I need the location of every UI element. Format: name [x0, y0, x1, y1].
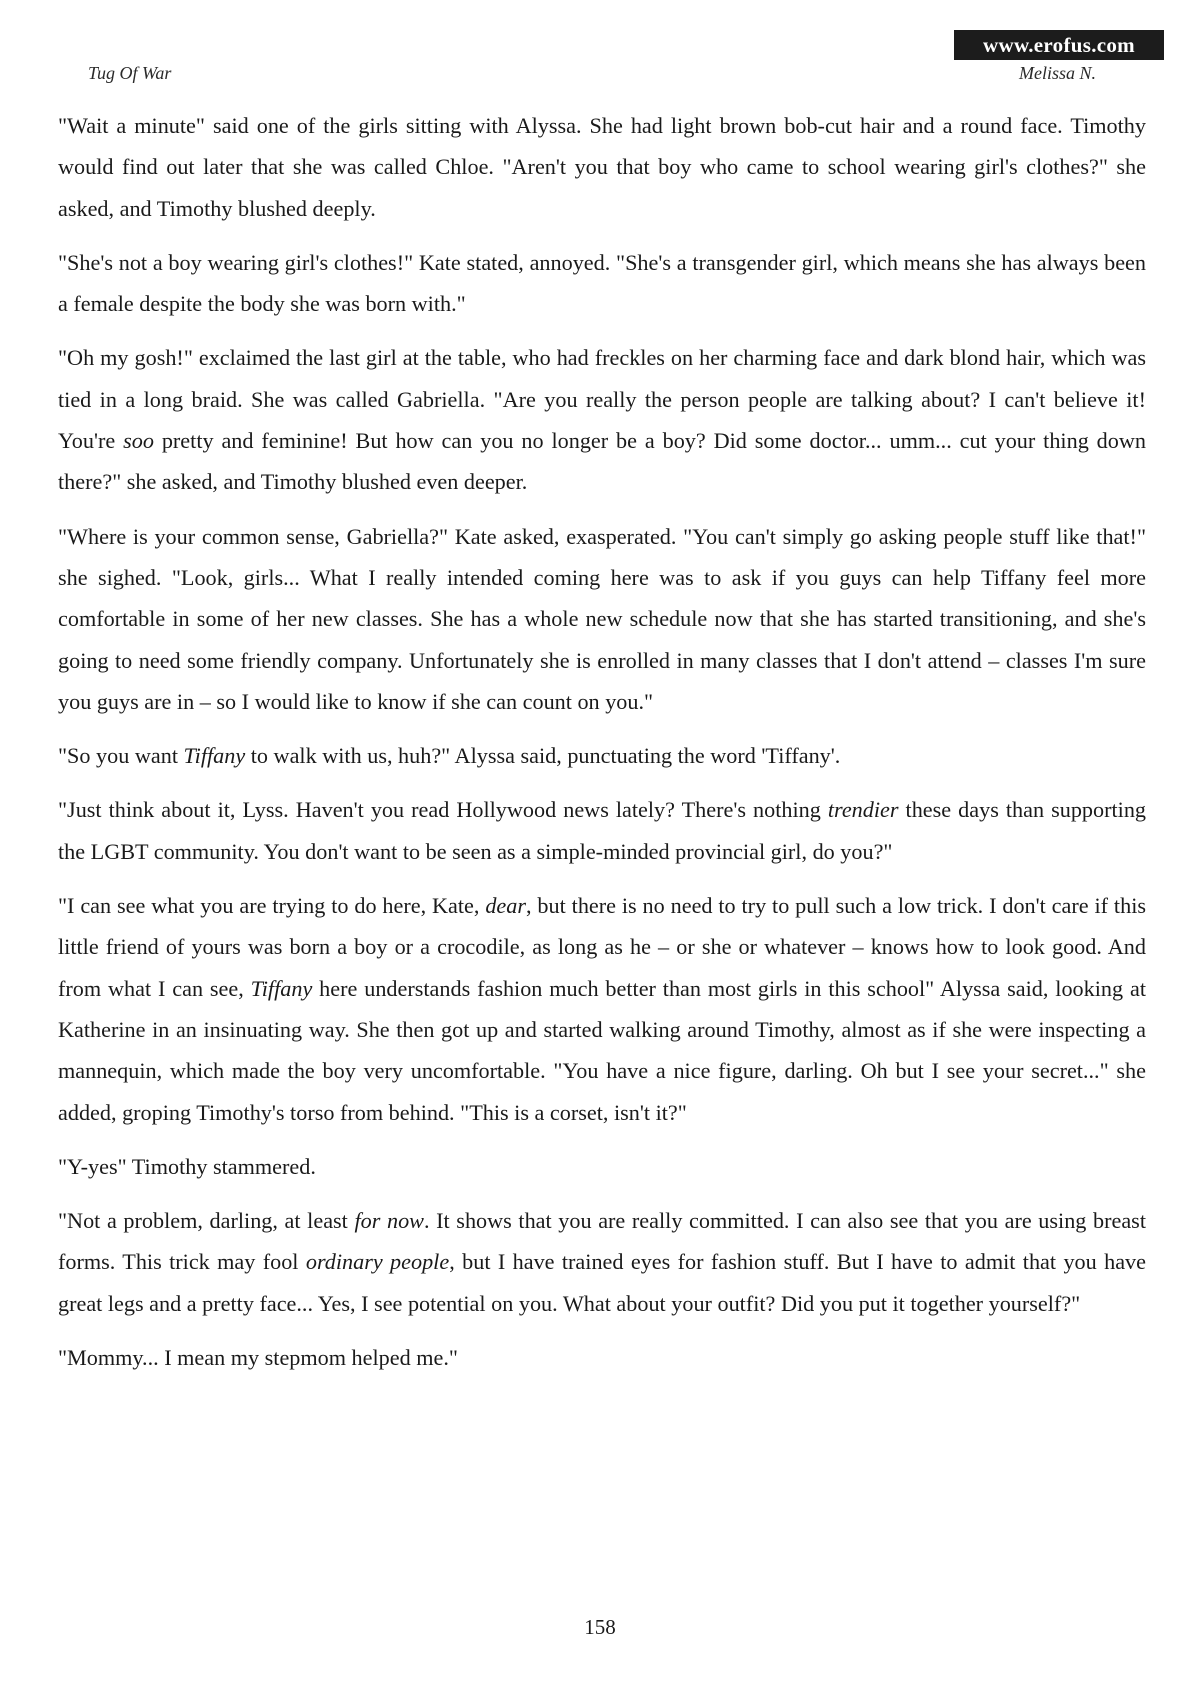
- page-number: 158: [584, 1615, 616, 1639]
- italic-text: ordinary people: [305, 1249, 450, 1275]
- paragraph: [58, 242, 1146, 325]
- text-run: . It shows that you are really committed. I can also see that you are using breast forms. This trick may fool: [58, 1208, 1146, 1275]
- text-run: "So you want: [58, 743, 184, 769]
- watermark-logo: www.erofus.com: [954, 30, 1164, 60]
- italic-text: dear: [485, 893, 526, 919]
- text-run: here understands fashion much better than most girls in this school" Alyssa said, looking at Katherine in an insinuating way. She then got up and started walking around Timothy, almost as if she were inspecting a mannequin, which made the boy very uncomfortable. "You have a nice figure, darling. Oh but I see your secret..." she added, groping Timothy's torso from behind. "This is a corset, isn't it?": [58, 975, 1146, 1125]
- italic-text: for now: [354, 1208, 424, 1234]
- paragraph: [58, 789, 1146, 872]
- text-run: "I can see what you are trying to do here, Kate,: [58, 893, 486, 919]
- author-name: Melissa N.: [1018, 63, 1096, 83]
- running-header: [88, 63, 1096, 87]
- paragraph: [58, 1200, 1146, 1324]
- text-run: , but I have trained eyes for fashion stuff. But I have to admit that you have great legs and a pretty face... Yes, I see potential on you. What about your outfit? Did you put it together yourself?": [58, 1249, 1146, 1316]
- text-run: "Y-yes" Timothy stammered.: [58, 1153, 316, 1179]
- paragraph: [58, 885, 1146, 1133]
- text-run: "She's not a boy wearing girl's clothes!" Kate stated, annoyed. "She's a transgender girl, which means she has always been a female despite the body she was born with.": [58, 249, 1146, 317]
- text-run: "Wait a minute" said one of the girls sitting with Alyssa. She had light brown bob-cut hair and a round face. Timothy would find out later that she was called Chloe. "Aren't you that boy who came to school wearing girl's clothes?" she asked, and Timothy blushed deeply.: [58, 113, 1146, 221]
- italic-text: trendier: [827, 797, 899, 823]
- text-run: "Not a problem, darling, at least: [58, 1208, 355, 1234]
- paragraph: [58, 516, 1146, 722]
- paragraph: [58, 1146, 1146, 1187]
- text-run: "Oh my gosh!" exclaimed the last girl at the table, who had freckles on her charming face and dark blond hair, which was tied in a long braid. She was called Gabriella. "Are you really the person people are talking about? I can't believe it! You're: [58, 345, 1146, 454]
- italic-text: Tiffany: [183, 743, 246, 769]
- text-run: to walk with us, huh?" Alyssa said, punctuating the word 'Tiffany'.: [245, 743, 841, 769]
- paragraph: [58, 1337, 1146, 1378]
- paragraph: [58, 337, 1146, 502]
- text-run: these days than supporting the LGBT community. You don't want to be seen as a simple-minded provincial girl, do you?": [58, 797, 1147, 864]
- paragraph: [58, 735, 1146, 776]
- text-run: "Just think about it, Lyss. Haven't you read Hollywood news lately? There's nothing: [58, 797, 828, 823]
- body-text: [58, 105, 1146, 1391]
- text-run: pretty and feminine! But how can you no longer be a boy? Did some doctor... umm... cut your thing down there?" she asked, and Timothy blushed even deeper.: [58, 428, 1146, 495]
- italic-text: soo: [123, 428, 154, 454]
- italic-text: Tiffany: [250, 975, 313, 1001]
- text-run: "Where is your common sense, Gabriella?" Kate asked, exasperated. "You can't simply go asking people stuff like that!" she sighed. "Look, girls... What I really intended coming here was to ask if you guys can help Tiffany feel more comfortable in some of her new classes. She has a whole new schedule now that she has started transitioning, and she's going to need some friendly company. Unfortunately she is enrolled in many classes that I don't attend – classes I'm sure you guys are in – so I would like to know if she can count on you.": [58, 523, 1146, 714]
- text-run: , but there is no need to try to pull such a low trick. I don't care if this little friend of yours was born a boy or a crocodile, as long as he – or she or whatever – knows how to look good. And from what I can see,: [58, 893, 1146, 1001]
- paragraph: [58, 105, 1146, 229]
- text-run: "Mommy... I mean my stepmom helped me.": [58, 1345, 458, 1371]
- book-title: Tug Of War: [88, 63, 172, 83]
